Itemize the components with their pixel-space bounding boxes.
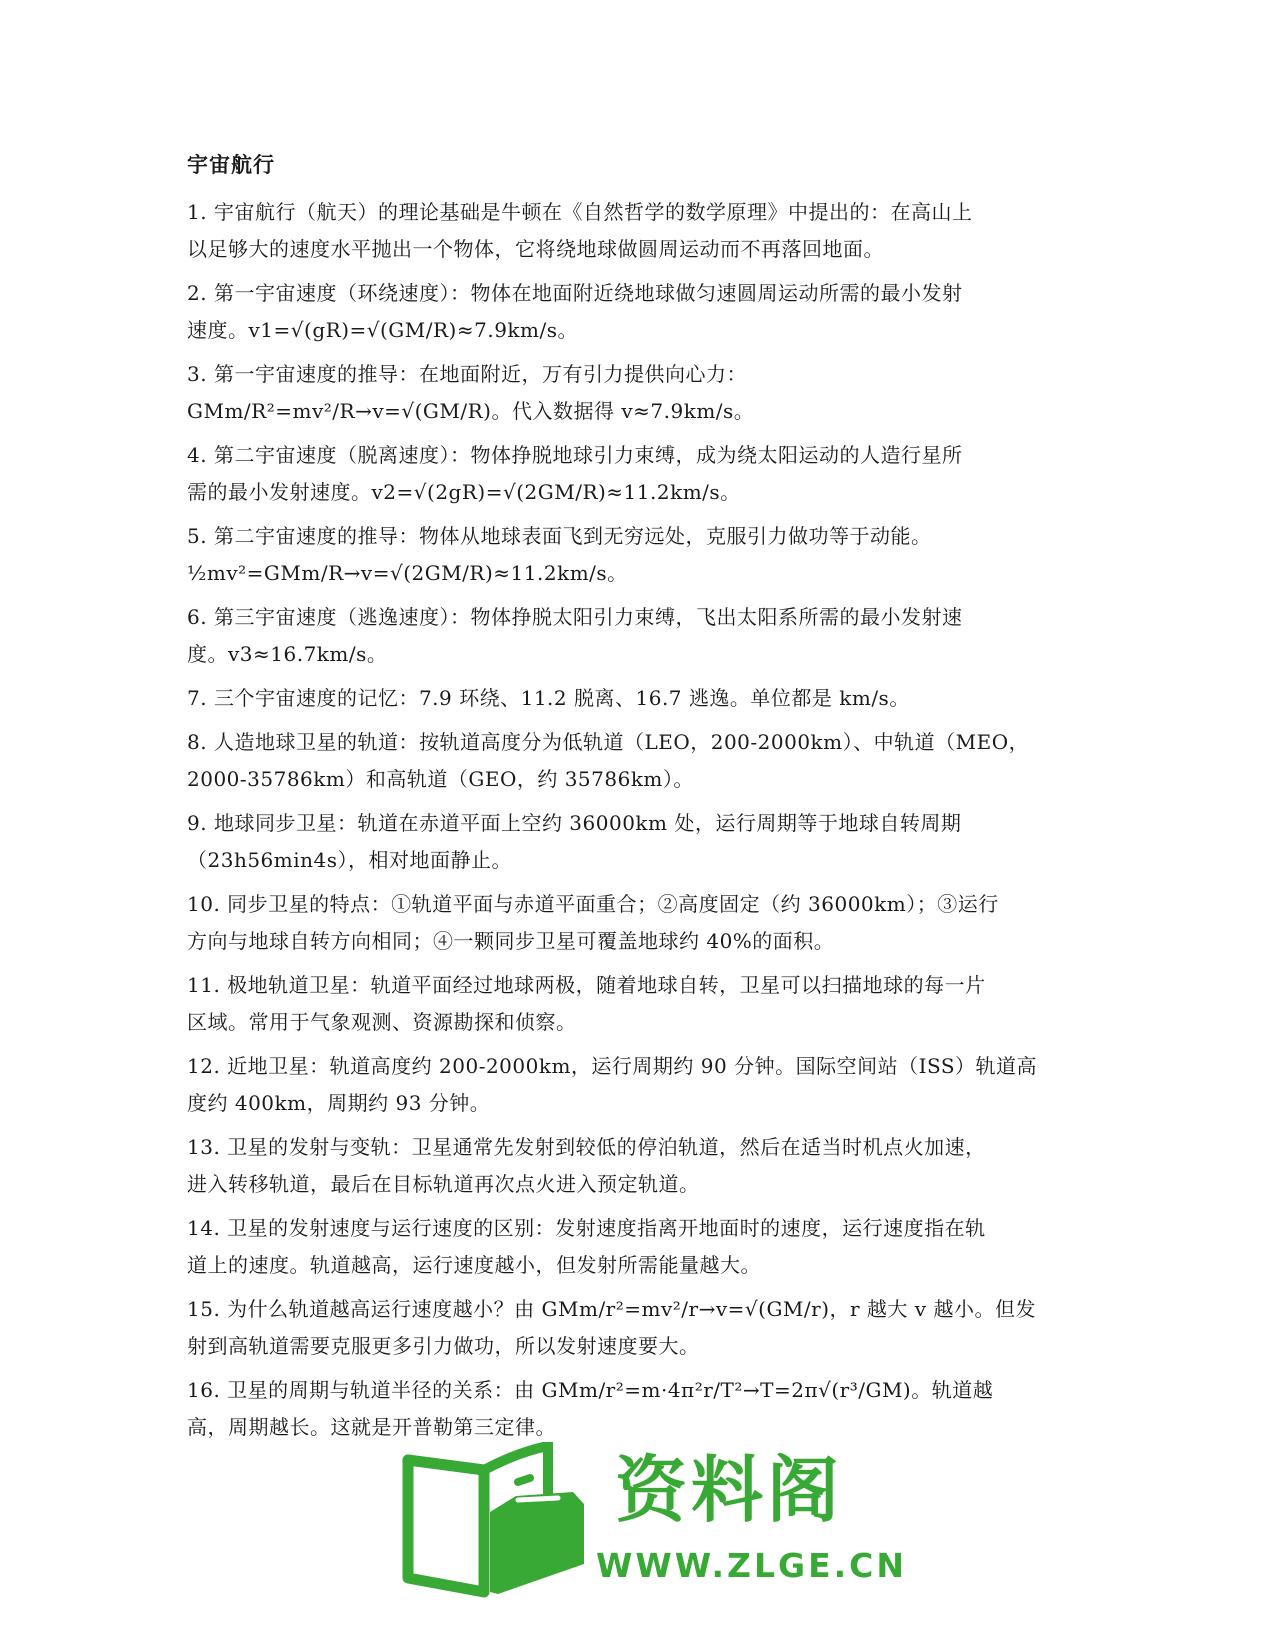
list-item: 16. 卫星的周期与轨道半径的关系：由 GMm/r²=m·4π²r/T²→T=2π√(r³/GM)。轨道越 高，周期越长。这就是开普勒第三定律。: [187, 1378, 994, 1439]
logo-name: 资料阁: [615, 1448, 844, 1532]
list-item: 12. 近地卫星：轨道高度约 200-2000km，运行周期约 90 分钟。国际空间站（ISS）轨道高 度约 400km，周期约 93 分钟。: [187, 1054, 1038, 1115]
list-item: 9. 地球同步卫星：轨道在赤道平面上空约 36000km 处，运行周期等于地球自转周期 （23h56min4s），相对地面静止。: [187, 811, 962, 872]
list-item: 1. 宇宙航行（航天）的理论基础是牛顿在《自然哲学的数学原理》中提出的：在高山上 以足够大的速度水平抛出一个物体，它将绕地球做圆周运动而不再落回地面。: [187, 200, 973, 261]
list-item: 15. 为什么轨道越高运行速度越小？由 GMm/r²=mv²/r→v=√(GM/r)，r 越大 v 越小。但发 射到高轨道需要克服更多引力做功，所以发射速度要大。: [187, 1297, 1036, 1358]
list-item: 8. 人造地球卫星的轨道：按轨道高度分为低轨道（LEO，200-2000km）、中轨道（MEO， 2000-35786km）和高轨道（GEO，约 35786km）。: [187, 730, 1030, 791]
list-item: 10. 同步卫星的特点：①轨道平面与赤道平面重合；②高度固定（约 36000km）；③运行 方向与地球自转方向相同；④一颗同步卫星可覆盖地球约 40%的面积。: [187, 892, 999, 953]
list-item: 4. 第二宇宙速度（脱离速度）：物体挣脱地球引力束缚，成为绕太阳运动的人造行星所 需的最小发射速度。v2=√(2gR)=√(2GM/R)≈11.2km/s。: [187, 443, 963, 504]
open-book-icon: [398, 1442, 598, 1602]
list-item: 14. 卫星的发射速度与运行速度的区别：发射速度指离开地面时的速度，运行速度指在轨 道上的速度。轨道越高，运行速度越小，但发射所需能量越大。: [187, 1216, 986, 1277]
list-item: 6. 第三宇宙速度（逃逸速度）：物体挣脱太阳引力束缚，飞出太阳系所需的最小发射速 度。v3≈16.7km/s。: [187, 605, 963, 666]
document-title: 宇宙航行: [187, 153, 275, 177]
logo-url: WWW.ZLGE.CN: [596, 1546, 908, 1585]
list-item: 3. 第一宇宙速度的推导：在地面附近，万有引力提供向心力： GMm/R²=mv²/R→v=√(GM/R)。代入数据得 v≈7.9km/s。: [187, 362, 755, 423]
list-item: 2. 第一宇宙速度（环绕速度）：物体在地面附近绕地球做匀速圆周运动所需的最小发射 速度。v1=√(gR)=√(GM/R)≈7.9km/s。: [187, 281, 963, 342]
list-item: 11. 极地轨道卫星：轨道平面经过地球两极，随着地球自转，卫星可以扫描地球的每一片 区域。常用于气象观测、资源勘探和侦察。: [187, 973, 986, 1034]
list-item: 7. 三个宇宙速度的记忆：7.9 环绕、11.2 脱离、16.7 逃逸。单位都是 km/s。: [187, 686, 910, 710]
document-body: [187, 150, 1087, 1453]
list-item: 13. 卫星的发射与变轨：卫星通常先发射到较低的停泊轨道，然后在适当时机点火加速， 进入转移轨道，最后在目标轨道再次点火进入预定轨道。: [187, 1135, 986, 1196]
list-item: 5. 第二宇宙速度的推导：物体从地球表面飞到无穷远处，克服引力做功等于动能。 ½mv²=GMm/R→v=√(2GM/R)≈11.2km/s。: [187, 524, 932, 585]
site-logo: [398, 1442, 908, 1602]
